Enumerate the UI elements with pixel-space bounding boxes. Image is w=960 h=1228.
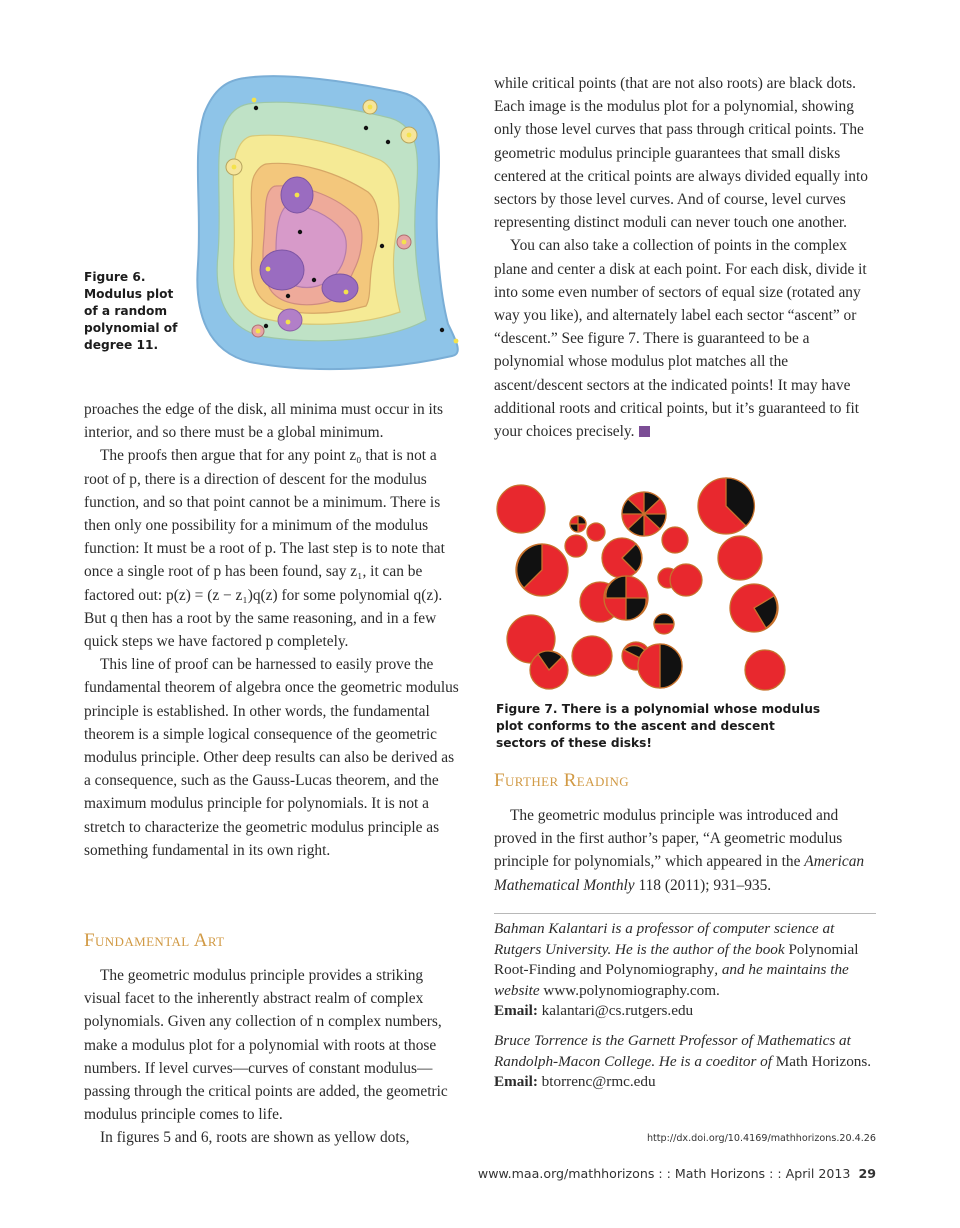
further-reading-journal: American Mathematical Monthly (494, 853, 865, 894)
art-paragraph-2: In figures 5 and 6, roots are shown as yellow dots, (100, 1129, 410, 1147)
further-reading-ref: 118 (2011); 931–935. (638, 876, 772, 894)
torrence-bio-text: Bruce Torrence is the Garnett Professor of Mathematics at Randolph-Macon College. He is a coeditor of (494, 1032, 851, 1070)
torrence-magazine-title: Math Horizons. (775, 1052, 872, 1070)
bio-divider (494, 913, 876, 914)
right-paragraph-1: while critical points (that are not also roots) are black dots. Each image is the modulus plot for a polynomial, showing only those level curves that pass through critical points. The geometric modulus principle guarantees that small disks centered at the critical points are always divided equally into sectors by those level curves. And of course, level curves representing distinct moduli can never touch one another. (494, 75, 868, 232)
figure6-caption: Figure 6. Modulus plot of a random polynomial of degree 11. (84, 270, 178, 352)
kalantari-bio-text-2: , and he maintains the website (494, 961, 849, 999)
art-paragraph-1: The geometric modulus principle provides a striking visual facet to the inherently abstract realm of complex polynomials. Given any collection of n complex numbers, make a modulus plot for a polynomial with roots at those numbers. If level curves—curves of constant modulus—passing through the critical points are added, the geometric modulus principle comes to life. (84, 967, 448, 1124)
left-paragraph-2: The proofs then argue that for any point z₀ that is not a root of p, there is a direction of descent for the modulus function, and so that point cannot be a minimum. There is then only one possibility for a minimum of the modulus function: It must be a root of p. The last step is to note that once a single root of p has been found, say z₁, it can be factored out: p(z) = (z − z₁)q(z) for some polynomial q(z). But q then has a root by the same reasoning, and in a few quick steps we have factored p completely. (84, 447, 445, 651)
left-paragraph-1: proaches the edge of the disk, all minima must occur in its interior, and so there must be a global minimum. (84, 401, 444, 442)
author-bio-torrence (494, 1031, 878, 1093)
figure7-disks (494, 474, 794, 696)
right-column-text (494, 72, 878, 443)
fundamental-art-heading: Fundamental Art (84, 930, 225, 951)
kalantari-website-link[interactable]: www.polynomiography.com. (543, 981, 720, 999)
fundamental-art-text (84, 964, 462, 1150)
torrence-email-link[interactable]: btorrenc@rmc.edu (541, 1073, 656, 1091)
kalantari-email-link[interactable]: kalantari@cs.rutgers.edu (541, 1002, 694, 1020)
kalantari-book-title: Polynomial Root-Finding and Polynomiography (494, 940, 859, 979)
end-of-article-icon (639, 426, 650, 437)
author-bio-kalantari (494, 919, 878, 1022)
further-reading-text (494, 804, 878, 897)
figure7-caption: Figure 7. There is a polynomial whose modulus plot conforms to the ascent and descent sectors of these disks! (496, 702, 821, 750)
figure6-modulus-plot (190, 74, 470, 380)
right-paragraph-2: You can also take a collection of points in the complex plane and center a disk at each point. For each disk, divide it into some even number of sectors of equal size (rotated any way you like), and alternately label each sector “ascent” or “descent.” See figure 7. There is guaranteed to be a polynomial whose modulus plot matches all the ascent/descent sectors at the indicated points! It may have additional roots and critical points, but it’s guaranteed to fit your choices precisely. (494, 237, 867, 441)
further-reading-heading: Further Reading (494, 770, 630, 791)
left-paragraph-3: This line of proof can be harnessed to easily prove the fundamental theorem of algebra once the geometric modulus principle is established. In other words, the fundamental theorem is a simple logical consequence of the geometric modulus principle. Other deep results can also be derived as a consequence, such as the Gauss-Lucas theorem, and the maximum modulus principle for polynomials. It is not a stretch to characterize the geometric modulus principle as something fundamental in its own right. (84, 656, 459, 859)
footer-text: www.maa.org/mathhorizons : : Math Horizons : : April 2013 (477, 1166, 851, 1181)
email-label: Email: (494, 1073, 538, 1091)
page-footer (478, 1166, 876, 1181)
further-reading-body: The geometric modulus principle was introduced and proved in the first author’s paper, “A geometric modulus principle for polynomials,” which appeared in the (494, 807, 843, 871)
left-column-text (84, 398, 462, 862)
kalantari-bio-text: Bahman Kalantari is a professor of computer science at Rutgers University. He is the author of the book (494, 920, 835, 958)
email-label: Email: (494, 1002, 538, 1020)
doi-link[interactable]: http://dx.doi.org/10.4169/mathhorizons.20.4.26 (646, 1133, 876, 1144)
page-number: 29 (858, 1166, 876, 1181)
